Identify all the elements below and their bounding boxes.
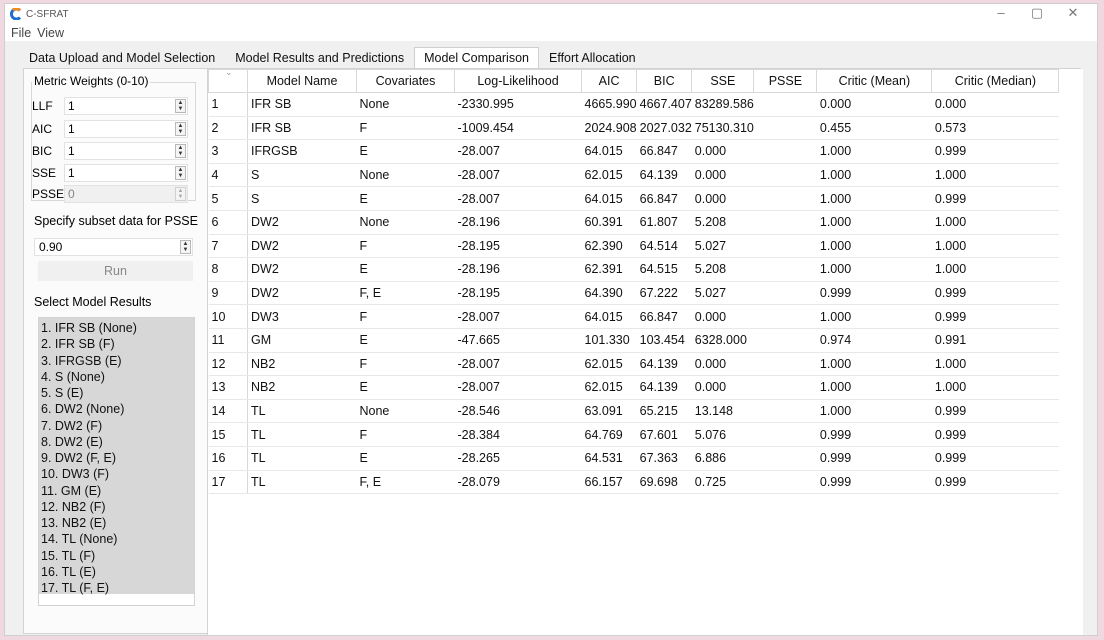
table-cell: 1.000 <box>932 234 1059 258</box>
table-cell: 5.027 <box>692 281 754 305</box>
tab-model-comparison[interactable]: Model Comparison <box>414 47 539 69</box>
table-cell: -28.384 <box>455 423 582 447</box>
table-cell: 0.999 <box>932 140 1059 164</box>
column-header-critic-mean[interactable]: Critic (Mean) <box>817 70 932 93</box>
table-cell: 66.847 <box>637 140 692 164</box>
table-row[interactable] <box>209 423 1059 447</box>
weight-label: LLF <box>32 99 53 113</box>
menu-bar <box>5 24 1097 41</box>
table-cell: TL <box>248 399 357 423</box>
table-cell: 0.000 <box>692 187 754 211</box>
spin-value: 1 <box>68 122 75 136</box>
model-comparison-table <box>208 69 1059 494</box>
table-cell: 0.999 <box>932 423 1059 447</box>
table-cell: 0.999 <box>817 470 932 494</box>
menu-view[interactable]: View <box>37 25 65 40</box>
table-row[interactable] <box>209 163 1059 187</box>
table-cell: 5.027 <box>692 234 754 258</box>
row-number: 8 <box>209 258 248 282</box>
list-item[interactable]: 1. IFR SB (None) <box>41 321 137 335</box>
table-cell: 1.000 <box>817 210 932 234</box>
table-cell: 64.015 <box>582 187 637 211</box>
table-cell: TL <box>248 446 357 470</box>
table-cell: 1.000 <box>817 140 932 164</box>
table-cell <box>754 328 817 352</box>
table-cell: NB2 <box>248 352 357 376</box>
row-number: 17 <box>209 470 248 494</box>
table-cell: 5.076 <box>692 423 754 447</box>
table-cell: 1.000 <box>817 258 932 282</box>
c-logo-icon <box>10 8 22 20</box>
table-cell: 60.391 <box>582 210 637 234</box>
table-cell: 75130.310 <box>692 116 754 140</box>
table-cell: F, E <box>357 470 455 494</box>
select-model-results-title: Select Model Results <box>34 295 152 309</box>
table-cell: 0.999 <box>932 446 1059 470</box>
table-cell: 6.886 <box>692 446 754 470</box>
list-item[interactable]: 8. DW2 (E) <box>41 434 103 449</box>
weight-row-sse <box>32 164 188 182</box>
table-row[interactable] <box>209 234 1059 258</box>
table-cell: 0.999 <box>817 446 932 470</box>
column-header-log-likelihood[interactable]: Log-Likelihood <box>455 70 582 93</box>
table-cell: -28.007 <box>455 140 582 164</box>
table-cell: 101.330 <box>582 328 637 352</box>
table-cell: DW2 <box>248 234 357 258</box>
table-row[interactable] <box>209 328 1059 352</box>
table-cell <box>754 258 817 282</box>
spin-arrows-icon: ▲ ▼ <box>175 187 186 201</box>
table-cell: 67.222 <box>637 281 692 305</box>
row-number: 2 <box>209 116 248 140</box>
table-cell: IFR SB <box>248 93 357 117</box>
table-cell: 62.015 <box>582 376 637 400</box>
table-cell <box>754 446 817 470</box>
metric-weights-title: Metric Weights (0-10) <box>32 74 150 92</box>
model-list-selection <box>39 318 194 594</box>
table-cell: 1.000 <box>932 352 1059 376</box>
table-cell: 63.091 <box>582 399 637 423</box>
table-cell: -28.195 <box>455 281 582 305</box>
table-cell: F <box>357 423 455 447</box>
table-cell: -28.196 <box>455 258 582 282</box>
table-cell: 1.000 <box>817 187 932 211</box>
row-number: 5 <box>209 187 248 211</box>
table-cell: 0.999 <box>932 305 1059 329</box>
table-cell: DW3 <box>248 305 357 329</box>
table-cell: -47.665 <box>455 328 582 352</box>
table-cell: 62.015 <box>582 352 637 376</box>
row-number: 6 <box>209 210 248 234</box>
row-number: 1 <box>209 93 248 117</box>
table-cell <box>754 116 817 140</box>
table-row[interactable] <box>209 281 1059 305</box>
table-cell: F <box>357 116 455 140</box>
table-cell: 1.000 <box>817 163 932 187</box>
table-cell: 0.999 <box>932 187 1059 211</box>
table-cell: -28.265 <box>455 446 582 470</box>
column-header-covariates[interactable]: Covariates <box>357 70 455 93</box>
app-window <box>4 3 1098 636</box>
row-number: 7 <box>209 234 248 258</box>
tab-effort-allocation[interactable]: Effort Allocation <box>549 51 636 65</box>
weight-label: BIC <box>32 144 53 158</box>
aic-weight-spinbox[interactable] <box>64 120 188 138</box>
table-cell: 64.531 <box>582 446 637 470</box>
spin-arrows-icon[interactable]: ▲ ▼ <box>175 144 186 158</box>
weight-row-aic <box>32 120 188 138</box>
table-cell: -28.196 <box>455 210 582 234</box>
spin-arrows-icon[interactable]: ▲ ▼ <box>175 122 186 136</box>
table-cell: 1.000 <box>817 376 932 400</box>
table-cell: F <box>357 234 455 258</box>
table-cell: 64.139 <box>637 163 692 187</box>
table-cell: IFR SB <box>248 116 357 140</box>
table-cell: -28.007 <box>455 352 582 376</box>
table-row[interactable] <box>209 470 1059 494</box>
column-header-critic-median[interactable]: Critic (Median) <box>932 70 1059 93</box>
bic-weight-spinbox[interactable] <box>64 142 188 160</box>
spin-value: 0 <box>68 187 75 201</box>
table-cell: 0.991 <box>932 328 1059 352</box>
table-cell: IFRGSB <box>248 140 357 164</box>
psse-subset-spinbox[interactable] <box>34 238 193 256</box>
table-cell: E <box>357 258 455 282</box>
sse-weight-spinbox[interactable] <box>64 164 188 182</box>
window-title: C-SFRAT <box>26 8 69 20</box>
table-cell <box>754 376 817 400</box>
table-cell: 1.000 <box>932 210 1059 234</box>
table-cell: S <box>248 163 357 187</box>
list-item[interactable]: 14. TL (None) <box>41 532 118 547</box>
table-corner[interactable] <box>209 67 248 93</box>
table-cell: 0.000 <box>692 140 754 164</box>
run-button[interactable]: Run <box>38 261 193 281</box>
psse-weight-spinbox <box>64 185 188 203</box>
tab-data-upload[interactable]: Data Upload and Model Selection <box>29 51 216 65</box>
table-cell: 1.000 <box>932 376 1059 400</box>
row-number: 9 <box>209 281 248 305</box>
table-row[interactable] <box>209 140 1059 164</box>
table-header-row <box>209 70 1059 93</box>
table-cell: 64.515 <box>637 258 692 282</box>
table-row[interactable] <box>209 93 1059 117</box>
column-header-sse[interactable]: SSE <box>692 70 754 93</box>
table-cell: DW2 <box>248 210 357 234</box>
table-cell: 1.000 <box>817 352 932 376</box>
table-cell: 13.148 <box>692 399 754 423</box>
table-cell: -1009.454 <box>455 116 582 140</box>
list-item[interactable]: 5. S (E) <box>41 386 84 400</box>
spin-value: 1 <box>68 99 75 113</box>
row-number: 14 <box>209 399 248 423</box>
table-cell: 67.363 <box>637 446 692 470</box>
table-body <box>209 93 1059 494</box>
table-cell: 61.807 <box>637 210 692 234</box>
spin-arrows-icon[interactable]: ▲ ▼ <box>175 166 186 180</box>
table-cell: 66.847 <box>637 187 692 211</box>
table-cell: DW2 <box>248 281 357 305</box>
table-cell <box>754 140 817 164</box>
table-cell: GM <box>248 328 357 352</box>
table-cell: 64.015 <box>582 140 637 164</box>
table-cell: 62.390 <box>582 234 637 258</box>
list-item[interactable]: 6. DW2 (None) <box>41 402 125 417</box>
table-row[interactable] <box>209 376 1059 400</box>
row-number: 3 <box>209 140 248 164</box>
table-cell: E <box>357 328 455 352</box>
table-cell: 66.157 <box>582 470 637 494</box>
row-number: 11 <box>209 328 248 352</box>
table-cell <box>754 305 817 329</box>
table-cell: 4665.990 <box>582 93 637 117</box>
title-bar <box>5 4 1097 24</box>
menu-file[interactable]: File <box>11 25 32 40</box>
table-row[interactable] <box>209 305 1059 329</box>
list-item[interactable]: 4. S (None) <box>41 369 105 384</box>
spin-arrows-icon[interactable]: ▲ ▼ <box>180 240 191 254</box>
table-cell <box>754 234 817 258</box>
row-number: 12 <box>209 352 248 376</box>
table-cell: 6328.000 <box>692 328 754 352</box>
table-cell: None <box>357 163 455 187</box>
table-cell: 65.215 <box>637 399 692 423</box>
comparison-table-area <box>207 69 1083 635</box>
table-cell: 66.847 <box>637 305 692 329</box>
row-number: 15 <box>209 423 248 447</box>
table-cell <box>754 187 817 211</box>
list-item[interactable]: 2. IFR SB (F) <box>41 337 115 352</box>
list-item[interactable]: 16. TL (E) <box>41 564 96 579</box>
tab-model-results[interactable]: Model Results and Predictions <box>235 51 405 65</box>
table-cell: 64.139 <box>637 352 692 376</box>
table-cell: 1.000 <box>817 305 932 329</box>
table-cell: E <box>357 446 455 470</box>
table-cell: None <box>357 210 455 234</box>
column-header-bic[interactable]: BIC <box>637 70 692 93</box>
weight-label: SSE <box>32 166 57 180</box>
llf-weight-spinbox[interactable] <box>64 97 188 115</box>
table-cell: E <box>357 140 455 164</box>
row-number: 10 <box>209 305 248 329</box>
spin-value: 1 <box>68 144 75 158</box>
table-cell: 0.999 <box>817 423 932 447</box>
table-cell: 64.769 <box>582 423 637 447</box>
left-panel <box>24 69 204 635</box>
table-cell: 5.208 <box>692 210 754 234</box>
table-cell: E <box>357 187 455 211</box>
table-cell: 0.000 <box>692 305 754 329</box>
table-cell <box>754 470 817 494</box>
list-item[interactable]: 13. NB2 (E) <box>41 516 107 530</box>
minimize-button[interactable]: – <box>997 5 1005 20</box>
table-cell: 0.999 <box>932 470 1059 494</box>
table-cell: 0.999 <box>932 281 1059 305</box>
table-cell: 64.390 <box>582 281 637 305</box>
table-cell <box>754 210 817 234</box>
table-cell: -28.007 <box>455 305 582 329</box>
table-cell: 0.000 <box>817 93 932 117</box>
restore-button[interactable]: ▢ <box>1030 5 1044 20</box>
table-cell: 62.391 <box>582 258 637 282</box>
column-header-psse[interactable]: PSSE <box>754 70 817 93</box>
table-cell: -28.007 <box>455 187 582 211</box>
list-item[interactable]: 12. NB2 (F) <box>41 499 106 514</box>
table-row[interactable] <box>209 116 1059 140</box>
table-cell: 0.573 <box>932 116 1059 140</box>
table-cell: 1.000 <box>932 258 1059 282</box>
table-cell: TL <box>248 470 357 494</box>
list-item[interactable]: 11. GM (E) <box>41 483 102 498</box>
weight-label: PSSE <box>32 187 65 201</box>
list-item[interactable]: 17. TL (F, E) <box>41 581 110 595</box>
psse-subset-value: 0.90 <box>39 240 63 254</box>
table-cell: F <box>357 352 455 376</box>
table-cell: 0.974 <box>817 328 932 352</box>
row-number: 16 <box>209 446 248 470</box>
tab-bar <box>19 47 646 69</box>
table-cell <box>754 281 817 305</box>
table-cell: 0.000 <box>692 376 754 400</box>
table-cell: 0.000 <box>692 352 754 376</box>
spin-value: 1 <box>68 166 75 180</box>
table-cell: -28.007 <box>455 163 582 187</box>
table-cell: -28.079 <box>455 470 582 494</box>
weight-row-bic <box>32 142 188 160</box>
column-header-aic[interactable]: AIC <box>582 70 637 93</box>
weight-row-psse <box>32 185 188 203</box>
table-cell: 62.015 <box>582 163 637 187</box>
model-results-list[interactable] <box>38 317 195 606</box>
table-cell: None <box>357 93 455 117</box>
sort-indicator-icon: ⌄ <box>225 67 233 77</box>
table-cell: 5.208 <box>692 258 754 282</box>
weight-row-llf <box>32 97 188 115</box>
table-cell: 0.999 <box>817 281 932 305</box>
table-cell: TL <box>248 423 357 447</box>
table-row[interactable] <box>209 210 1059 234</box>
table-cell: 64.015 <box>582 305 637 329</box>
table-cell <box>754 93 817 117</box>
table-cell: 103.454 <box>637 328 692 352</box>
list-item[interactable]: 3. IFRGSB (E) <box>41 353 122 368</box>
table-cell: DW2 <box>248 258 357 282</box>
table-cell: -28.007 <box>455 376 582 400</box>
table-row[interactable] <box>209 446 1059 470</box>
table-cell: 1.000 <box>932 163 1059 187</box>
table-cell: F, E <box>357 281 455 305</box>
spin-arrows-icon[interactable]: ▲ ▼ <box>175 99 186 113</box>
table-cell <box>754 423 817 447</box>
table-cell: 64.139 <box>637 376 692 400</box>
list-item[interactable]: 9. DW2 (F, E) <box>41 451 117 465</box>
table-row[interactable] <box>209 352 1059 376</box>
table-row[interactable] <box>209 187 1059 211</box>
table-cell: 2024.908 <box>582 116 637 140</box>
column-header-model-name[interactable]: Model Name <box>248 70 357 93</box>
table-cell: F <box>357 305 455 329</box>
list-item[interactable]: 15. TL (F) <box>41 548 96 563</box>
table-cell: 67.601 <box>637 423 692 447</box>
table-row[interactable] <box>209 399 1059 423</box>
table-cell: NB2 <box>248 376 357 400</box>
list-item[interactable]: 7. DW2 (F) <box>41 418 103 433</box>
table-cell: S <box>248 187 357 211</box>
table-cell: -28.195 <box>455 234 582 258</box>
list-item[interactable]: 10. DW3 (F) <box>41 467 110 482</box>
table-cell: 0.000 <box>692 163 754 187</box>
table-cell: 0.725 <box>692 470 754 494</box>
table-cell: 0.999 <box>932 399 1059 423</box>
table-cell <box>754 399 817 423</box>
table-cell: 0.000 <box>932 93 1059 117</box>
psse-subset-label: Specify subset data for PSSE <box>34 214 198 228</box>
table-cell: 1.000 <box>817 399 932 423</box>
row-number: 13 <box>209 376 248 400</box>
row-number: 4 <box>209 163 248 187</box>
table-cell: E <box>357 376 455 400</box>
table-cell: 69.698 <box>637 470 692 494</box>
table-cell <box>754 352 817 376</box>
table-cell: -2330.995 <box>455 93 582 117</box>
table-cell <box>754 163 817 187</box>
table-cell: 83289.586 <box>692 93 754 117</box>
close-button[interactable]: ✕ <box>1067 5 1079 20</box>
table-cell: None <box>357 399 455 423</box>
table-cell: 2027.032 <box>637 116 692 140</box>
table-cell: 4667.407 <box>637 93 692 117</box>
table-cell: -28.546 <box>455 399 582 423</box>
model-comparison-pane <box>23 68 1081 634</box>
weight-label: AIC <box>32 122 53 136</box>
table-cell: 0.455 <box>817 116 932 140</box>
table-row[interactable] <box>209 258 1059 282</box>
table-cell: 64.514 <box>637 234 692 258</box>
table-cell: 1.000 <box>817 234 932 258</box>
